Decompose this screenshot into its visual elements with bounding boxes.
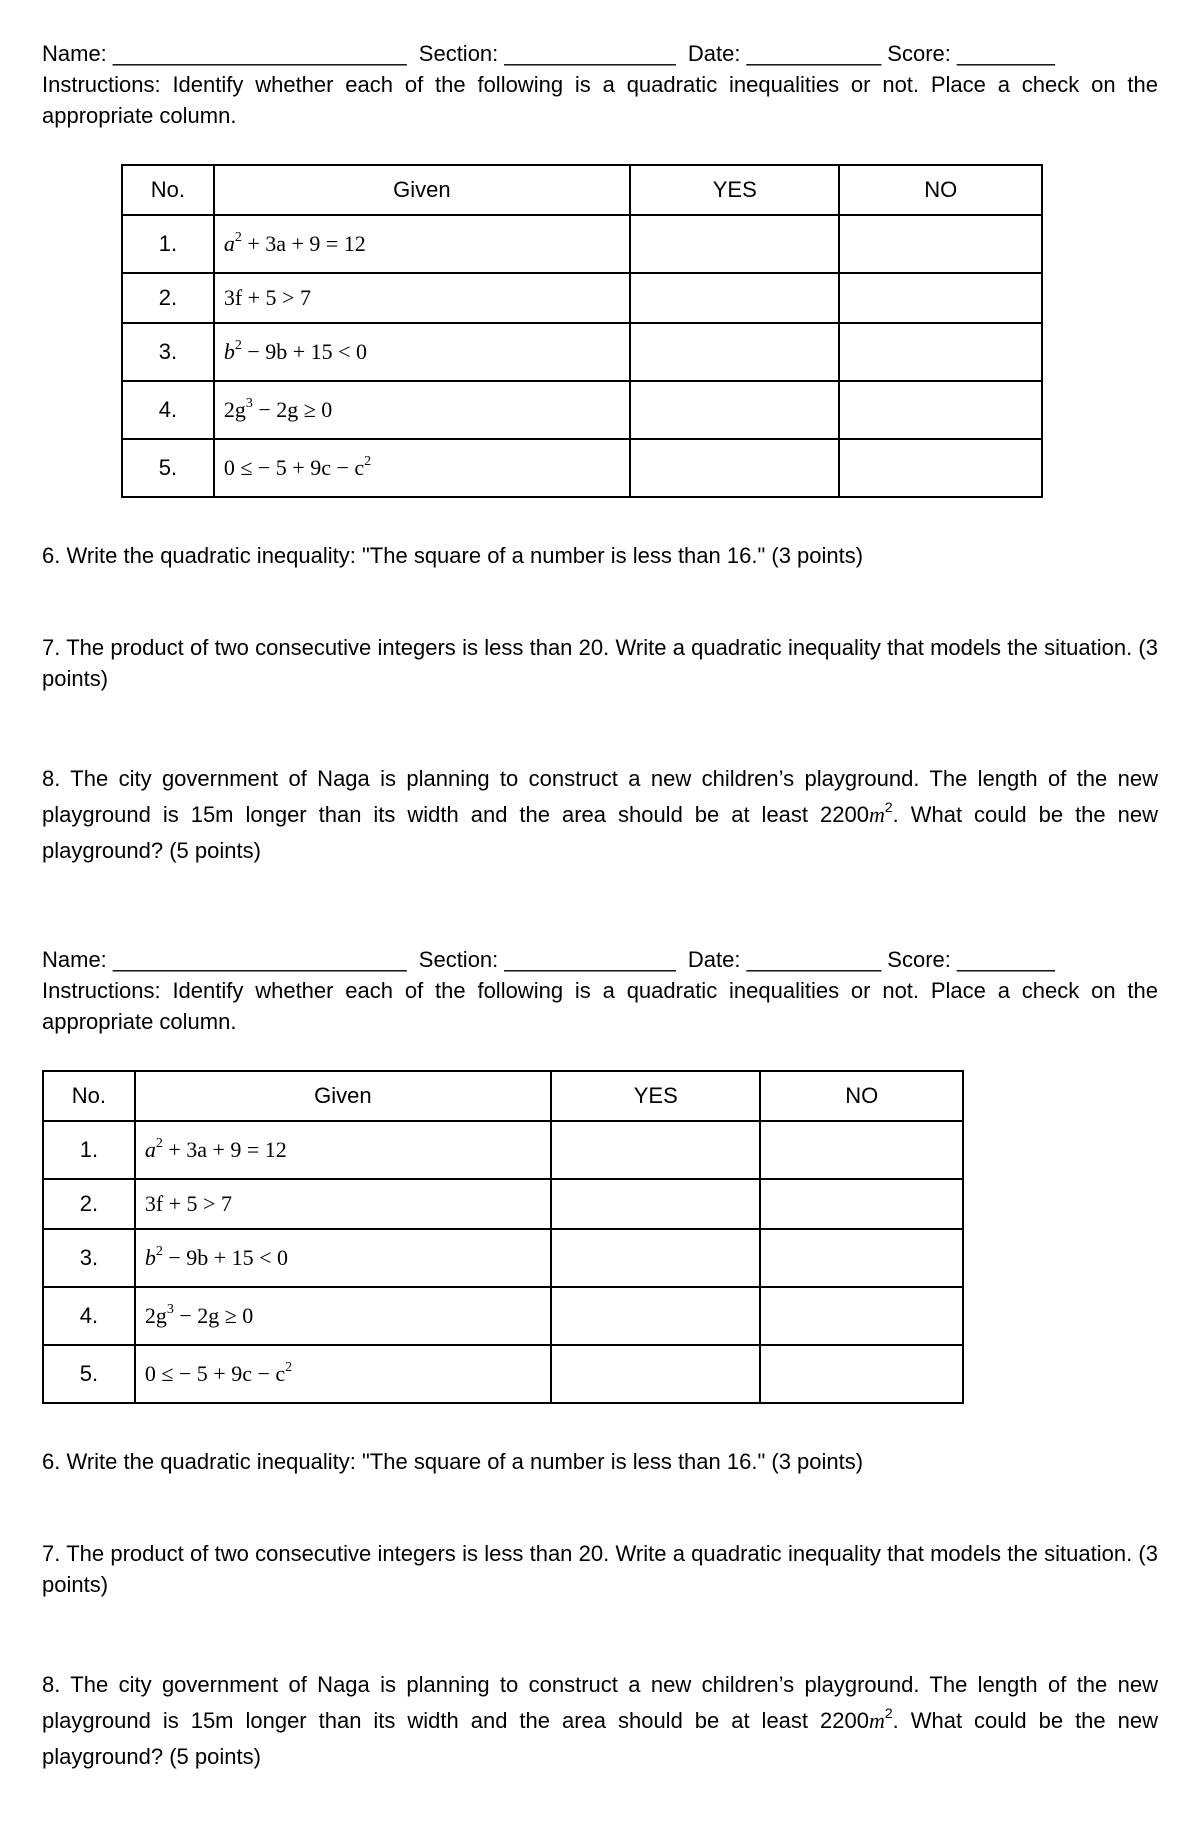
no-check-cell[interactable] — [760, 1287, 963, 1345]
column-header-yes: YES — [551, 1071, 760, 1121]
expression-2: 3f + 5 > 7 — [144, 1191, 232, 1216]
expression-5: 0 ≤ − $5 + 9c - c^2$ — [144, 1360, 293, 1386]
no-check-cell[interactable] — [760, 1229, 963, 1287]
question-6: 6. Write the quadratic inequality: "The square of a number is less than 16." (3 points) — [42, 543, 864, 568]
given-expression — [135, 1345, 551, 1403]
column-header-given: Given — [135, 1071, 551, 1121]
row-number: 4. — [122, 381, 214, 439]
question-8: 8. The city government of Naga is planning to construct a new children’s playground. The length of the new playground is 15m longer than its width and the area should be at least $2200m^2$. What could be the new playground? (5 points) — [42, 766, 1158, 863]
expression-4: $2g^3 - 2g \ge 0$ — [144, 1302, 254, 1328]
question-6: 6. Write the quadratic inequality: "The square of a number is less than 16." (3 points) — [42, 1449, 864, 1474]
question-8: 8. The city government of Naga is planning to construct a new children’s playground. The length of the new playground is 15m longer than its width and the area should be at least $2200m^2$. What could be the new playground? (5 points) — [42, 1672, 1158, 1769]
instructions: Instructions: Identify whether each of the following is a quadratic inequalities or not. Place a check on the appropriate column. — [42, 72, 1158, 128]
row-number: 1. — [43, 1121, 135, 1179]
row-number: 2. — [122, 273, 214, 323]
instructions: Instructions: Identify whether each of the following is a quadratic inequalities or not. Place a check on the appropriate column. — [42, 978, 1158, 1034]
given-expression — [135, 1121, 551, 1179]
table-header-row — [43, 1071, 963, 1121]
yes-check-cell[interactable] — [551, 1287, 760, 1345]
yes-check-cell[interactable] — [551, 1229, 760, 1287]
yes-check-cell[interactable] — [551, 1121, 760, 1179]
given-expression — [135, 1179, 551, 1229]
row-number: 5. — [43, 1345, 135, 1403]
table-row — [122, 439, 1042, 497]
worksheet-copy-1 — [42, 38, 1158, 863]
column-header-yes: YES — [630, 165, 839, 215]
no-check-cell[interactable] — [839, 215, 1042, 273]
classification-table — [121, 164, 1043, 498]
column-header-no-answer: NO — [839, 165, 1042, 215]
row-number: 2. — [43, 1179, 135, 1229]
expression-4: $2g^3 - 2g \ge 0$ — [223, 396, 333, 422]
table-row — [122, 273, 1042, 323]
no-check-cell[interactable] — [760, 1121, 963, 1179]
row-number: 4. — [43, 1287, 135, 1345]
yes-check-cell[interactable] — [630, 215, 839, 273]
expression-5: 0 ≤ − $5 + 9c - c^2$ — [223, 454, 372, 480]
column-header-no: No. — [43, 1071, 135, 1121]
table-row — [43, 1179, 963, 1229]
unit-meters: m — [868, 1708, 885, 1733]
question-7: 7. The product of two consecutive integers is less than 20. Write a quadratic inequality that models the situation. (3 points) — [42, 635, 1158, 691]
table-row — [43, 1229, 963, 1287]
row-number: 1. — [122, 215, 214, 273]
given-expression — [214, 381, 630, 439]
yes-check-cell[interactable] — [630, 323, 839, 381]
given-expression — [214, 439, 630, 497]
column-header-no-answer: NO — [760, 1071, 963, 1121]
table-row — [43, 1345, 963, 1403]
worksheet-copy-2 — [42, 944, 1158, 1769]
table-row — [43, 1121, 963, 1179]
expression-3: $b^2 - 9b + 15 < 0$ — [144, 1244, 289, 1270]
no-check-cell[interactable] — [839, 381, 1042, 439]
no-check-cell[interactable] — [760, 1345, 963, 1403]
unit-meters: m — [868, 802, 885, 827]
classification-table — [42, 1070, 964, 1404]
expression-3: $b^2 - 9b + 15 < 0$ — [223, 338, 368, 364]
yes-check-cell[interactable] — [630, 381, 839, 439]
yes-check-cell[interactable] — [551, 1345, 760, 1403]
given-expression — [214, 215, 630, 273]
given-expression — [135, 1229, 551, 1287]
yes-check-cell[interactable] — [551, 1179, 760, 1229]
table-row — [122, 215, 1042, 273]
row-number: 5. — [122, 439, 214, 497]
expression-2: 3f + 5 > 7 — [223, 285, 311, 310]
header-line: Name: ________________________ Section: ______________ Date: ___________ Score: ________ — [42, 41, 1055, 66]
row-number: 3. — [122, 323, 214, 381]
no-check-cell[interactable] — [839, 439, 1042, 497]
table-row — [43, 1287, 963, 1345]
question-7: 7. The product of two consecutive integers is less than 20. Write a quadratic inequality that models the situation. (3 points) — [42, 1541, 1158, 1597]
no-check-cell[interactable] — [760, 1179, 963, 1229]
table-row — [122, 381, 1042, 439]
no-check-cell[interactable] — [839, 273, 1042, 323]
table-row — [122, 323, 1042, 381]
given-expression — [135, 1287, 551, 1345]
given-expression — [214, 273, 630, 323]
header-line: Name: ________________________ Section: ______________ Date: ___________ Score: ________ — [42, 947, 1055, 972]
given-expression — [214, 323, 630, 381]
row-number: 3. — [43, 1229, 135, 1287]
expression-1: $a^2 + 3a + 9 = 12$ — [144, 1136, 287, 1162]
column-header-given: Given — [214, 165, 630, 215]
yes-check-cell[interactable] — [630, 273, 839, 323]
no-check-cell[interactable] — [839, 323, 1042, 381]
expression-1: $a^2 + 3a + 9 = 12$ — [223, 230, 366, 256]
column-header-no: No. — [122, 165, 214, 215]
table-header-row — [122, 165, 1042, 215]
yes-check-cell[interactable] — [630, 439, 839, 497]
